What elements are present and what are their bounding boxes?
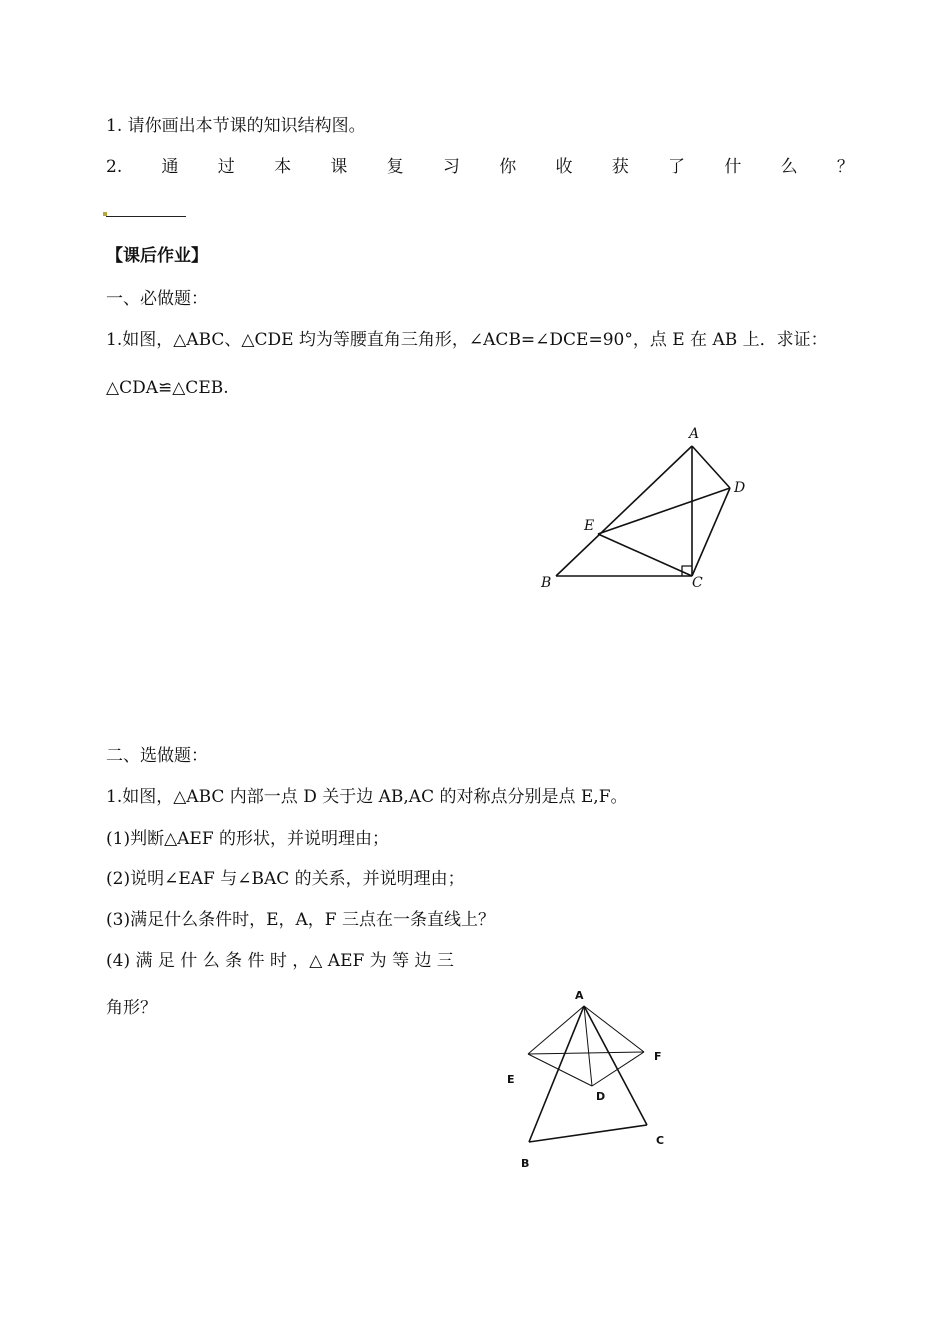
optional-sub-question-4: (4) 满 足 什 么 条 件 时 ，△ AEF 为 等 边 三 bbox=[106, 951, 454, 971]
segment-ec bbox=[598, 534, 692, 576]
optional-section-title: 二、选做题： bbox=[106, 746, 208, 766]
label-a: A bbox=[689, 426, 700, 442]
q2-char: 你 bbox=[499, 157, 517, 177]
answer-blank-line bbox=[106, 216, 186, 217]
segment-dc bbox=[692, 488, 730, 576]
segment-ab bbox=[556, 446, 692, 576]
segment-ed bbox=[528, 1054, 592, 1086]
q2-char: 复 bbox=[386, 157, 404, 177]
q2-char: 课 bbox=[330, 157, 348, 177]
q2-char: 习 bbox=[442, 157, 460, 177]
segment-ed bbox=[598, 488, 730, 534]
label-d: D bbox=[734, 480, 746, 496]
label-e: E bbox=[507, 1073, 515, 1086]
q2-char: 获 bbox=[611, 157, 629, 177]
label-f: F bbox=[654, 1050, 662, 1063]
required-problem-line1: 1.如图，△ABC、△CDE 均为等腰直角三角形，∠ACB=∠DCE=90°，点 E 在 AB 上．求证： bbox=[106, 330, 828, 350]
segment-ab bbox=[529, 1006, 584, 1142]
optional-sub-question-2: (2)说明∠EAF 与∠BAC 的关系，并说明理由； bbox=[106, 869, 465, 889]
review-question-2 bbox=[106, 155, 854, 179]
label-e: E bbox=[584, 518, 595, 534]
review-question-1: 1. 请你画出本节课的知识结构图。 bbox=[106, 116, 366, 136]
segment-ae bbox=[528, 1006, 584, 1054]
segment-ac bbox=[584, 1006, 647, 1125]
label-b: B bbox=[541, 575, 552, 591]
q2-char: 了 bbox=[668, 157, 686, 177]
label-c: C bbox=[656, 1134, 665, 1147]
q2-char: 过 bbox=[217, 157, 235, 177]
segment-df bbox=[592, 1052, 644, 1086]
segment-af bbox=[584, 1006, 644, 1052]
q2-char: ？ bbox=[836, 157, 854, 177]
required-problem-line2: △CDA≌△CEB. bbox=[106, 378, 229, 398]
q2-char: 本 bbox=[274, 157, 292, 177]
optional-sub-question-3: (3)满足什么条件时，E，A，F 三点在一条直线上？ bbox=[106, 910, 495, 930]
required-section-title: 一、必做题： bbox=[106, 289, 208, 309]
q2-char: 什 bbox=[724, 157, 742, 177]
segment-bc bbox=[529, 1125, 647, 1142]
homework-heading: 【课后作业】 bbox=[106, 246, 208, 266]
q2-char: 么 bbox=[780, 157, 798, 177]
label-c: C bbox=[692, 575, 703, 591]
q2-char: 收 bbox=[555, 157, 573, 177]
label-a: A bbox=[575, 989, 584, 1002]
q2-char: 通 bbox=[161, 157, 179, 177]
segment-ef bbox=[528, 1052, 644, 1054]
figure-1-triangles bbox=[530, 420, 760, 595]
optional-sub-question-4-cont: 角形？ bbox=[106, 998, 157, 1018]
figure-2-reflections bbox=[500, 985, 680, 1175]
optional-problem: 1.如图，△ABC 内部一点 D 关于边 AB,AC 的对称点分别是点 E,F。 bbox=[106, 787, 628, 807]
segment-ad bbox=[692, 446, 730, 488]
label-d: D bbox=[596, 1090, 606, 1103]
q2-char: 2. bbox=[106, 157, 123, 177]
optional-sub-question-1: (1)判断△AEF 的形状，并说明理由； bbox=[106, 829, 390, 849]
label-b: B bbox=[521, 1157, 530, 1170]
